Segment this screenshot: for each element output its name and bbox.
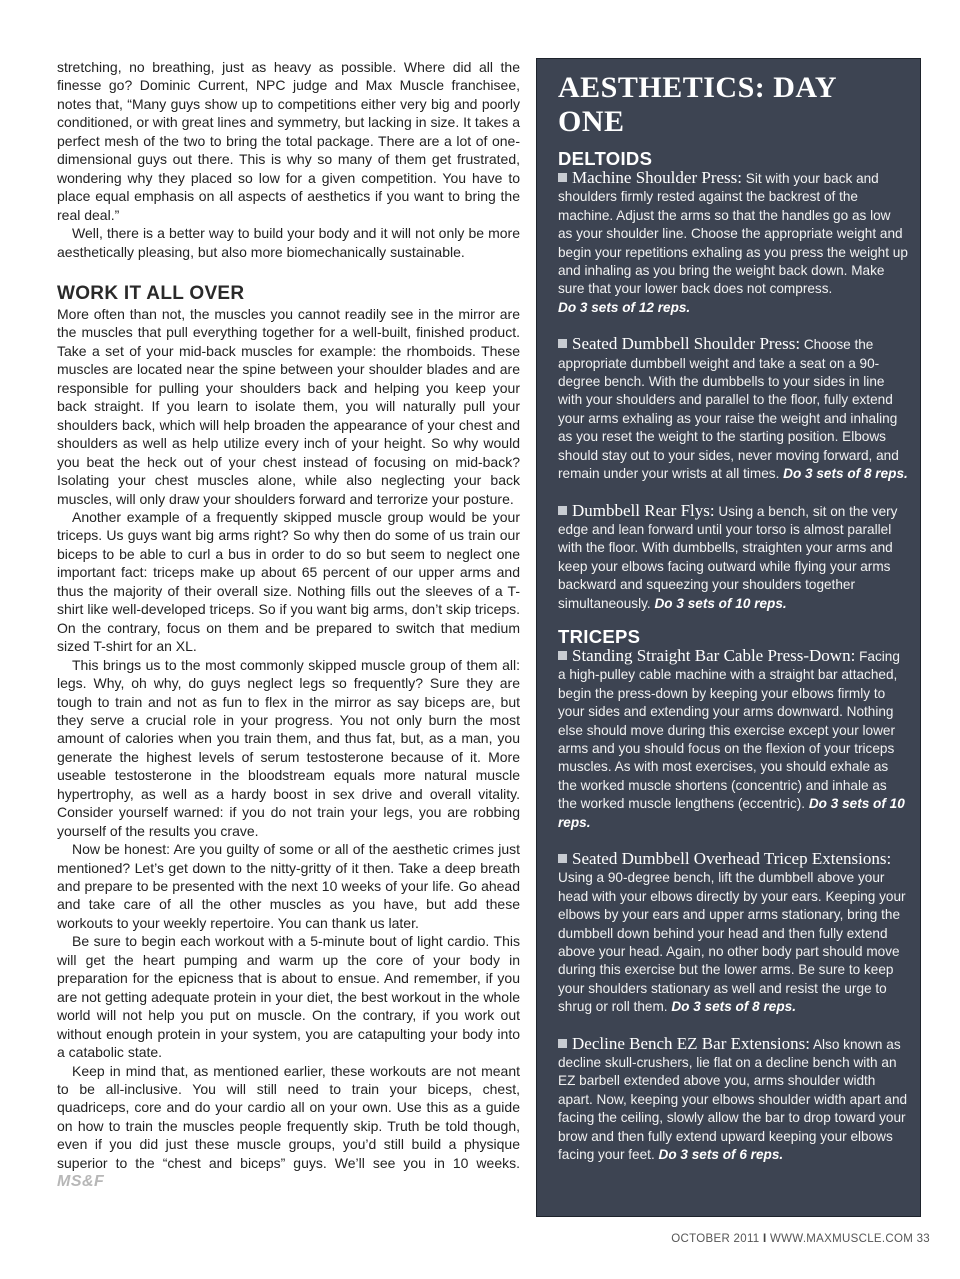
square-bullet-icon <box>558 854 567 863</box>
exercise-title: Seated Dumbbell Shoulder Press: <box>572 334 801 354</box>
website-url: WWW.MAXMUSCLE.COM <box>769 1233 914 1245</box>
exercise-description: Using a bench, sit on the very edge and lean forward until your torso is almost parallel with the floor. With dumbbells, straighten your arms and keep your elbows facing outward while flying your arms backward and squeezing your shoulders together simultaneously. <box>558 503 898 611</box>
paragraph-8-text: Keep in mind that, as mentioned earlier, these workouts are not meant to be all-inclusive. You will still need to train your biceps, chest, quadriceps, core and do your cardio all on your own. Use this as a guide on how to train the muscles people frequently skip. Truth be told though, even if you did just these muscle groups, you’d still build a physique superior to the “chest and biceps” guys. We’ll see you in 10 weeks. <box>57 1062 520 1171</box>
exercise-sets: Do 3 sets of 10 reps. <box>654 595 787 611</box>
exercise-dumbbell-rear-flys <box>558 502 908 613</box>
issue-date: OCTOBER 2011 <box>671 1233 760 1245</box>
page-footer <box>600 1233 930 1245</box>
exercise-sets: Do 3 sets of 8 reps. <box>671 999 796 1015</box>
paragraph-8 <box>57 1062 520 1192</box>
exercise-title: Standing Straight Bar Cable Press-Down: <box>572 645 856 665</box>
exercise-sets: Do 3 sets of 10 reps. <box>558 796 905 830</box>
article-body <box>57 58 520 1192</box>
exercise-sets: Do 3 sets of 6 reps. <box>658 1147 784 1163</box>
exercise-description: Facing a high-pulley cable machine with a straight bar attached, begin the press-down by keeping your elbows firmly to your sides and extending your arms downward. Nothing else should move during this exercise except your lower arms and you should focus on the flexion of your triceps muscles. As with most exercises, you should exhale as the worked muscle shortens (concentric) and inhale as the worked muscle lengthens (eccentric). <box>558 648 900 812</box>
exercise-sets: Do 3 sets of 8 reps. <box>783 466 908 482</box>
paragraph-3: More often than not, the muscles you cannot readily see in the mirror are the muscles that pull everything together for a well-built, finished product. Take a set of your mid-back muscles for example: the rhomboids. These muscles are located near the spine between your shoulder blades and are responsible for pulling your shoulders back and helping you keep your back straight. If you learn to isolate them, you will naturally pull your shoulders back, which will help broaden the appearance of your chest and shoulders as well as help utilize every inch of your height. So why would you beat the heck out of your chest instead of focusing on mid-back? Isolating your chest muscles alone, while also neglecting your back muscles, will only draw your shoulders forward and terrorize your posture. <box>57 305 520 507</box>
exercise-title: Decline Bench EZ Bar Extensions: <box>572 1033 810 1053</box>
paragraph-1: stretching, no breathing, just as heavy as possible. Where did all the finesse go? Dominic Current, NPC judge and Max Muscle franchisee, notes that, “Many guys show up to competitions either very big and poorly conditioned, or with great lines and symmetry, but lacking in size. It takes a perfect mesh of the two to bring the total package. There are a lot of one-dimensional guys out there. This is why so many of them get frustrated, wondering why they placed so low for a given competition. You have to place equal emphasis on all aspects of aesthetics if you want to bring the real deal.” <box>57 59 520 223</box>
square-bullet-icon <box>558 173 567 182</box>
paragraph-4: Another example of a frequently skipped muscle group would be your triceps. Us guys want big arms right? So why then do some of us train our biceps to be able to curl a bus in order to do so but seem to neglect one important fact: triceps make up about 65 percent of our upper arms and thus the majority of their overall size. Nothing fills out the sleeves of a T-shirt like well-developed triceps. So if you want big arms, don’t skip triceps. On the contrary, focus on them and be prepared to switch that medium sized T-shirt for an XL. <box>57 508 520 655</box>
exercise-description: Sit with your back and shoulders firmly rested against the backrest of the machine. Adjust the arms so that the handles go as low as your shoulder line. Choose the appropriate weight and begin your repetitions exhaling as you press the weight up and inhaling as you bring the weight back down. Make sure that your lower back does not compress. <box>558 171 908 297</box>
workout-sidebar <box>536 58 921 1217</box>
sidebar-content <box>558 71 908 1165</box>
exercise-sets: Do 3 sets of 12 reps. <box>558 299 691 315</box>
square-bullet-icon <box>558 651 567 660</box>
footer-separator: I <box>762 1233 767 1245</box>
paragraph-2: Well, there is a better way to build your body and it will not only be more aesthetically pleasing, but also more biomechanically sustainable. <box>57 225 520 260</box>
exercise-description: Using a 90-degree bench, lift the dumbbell above your head with your elbows directly by your ears. Keeping your elbows by your ears and upper arms stationary, bring the dumbbell down behind your head and then fully extend above your head. Again, no other body part should move during this exercise but the lower arms. Be sure to keep your shoulders stationary as well and resist the urge to shrug or roll them. <box>558 870 906 1015</box>
exercise-description: Choose the appropriate dumbbell weight and take a seat on a 90-degree bench. With the dumbbells to your sides in line with your shoulders and parallel to the floor, fully extend your arms exhaling as your raise the weight and inhaling as you reset the weight to the starting position. Elbows should stay out to your sides, never moving forward, and remain under your wrists at all times. <box>558 337 899 482</box>
paragraph-5: This brings us to the most commonly skipped muscle group of them all: legs. Why, oh why, do guys neglect legs so frequently? Sure they are tough to train and not as fun to flex in the mirror as say biceps are, but they serve a crucial role in your progress. You not only burn the most amount of calories when you train them, and thus fat, but, as a man, you generate the highest levels of serum testosterone because of it. More useable testosterone in the bloodstream equals more natural muscle hypertrophy, as well as a hardy boost in sex drive and overall vitality. Consider yourself warned: if you do not train your legs, you are robbing yourself of the results you crave. <box>57 656 520 839</box>
triceps-heading: TRICEPS <box>558 625 641 647</box>
square-bullet-icon <box>558 506 567 515</box>
exercise-seated-dumbbell-shoulder-press <box>558 335 908 483</box>
msf-signoff-logo: MS&F <box>57 1173 105 1191</box>
exercise-decline-ez-bar-extensions <box>558 1035 908 1165</box>
deltoids-heading: DELTOIDS <box>558 148 653 169</box>
paragraph-6: Now be honest: Are you guilty of some or all of the aesthetic crimes just mentioned? Let’s get down to the nitty-gritty of it then. Take a deep breath and prepare to be presented with the next 10 weeks of your life. Go ahead and take care of all the other muscles as you have, but add these workouts to your weekly repertoire. You can thank us later. <box>57 841 520 931</box>
sidebar-title: AESTHETICS: DAY ONE <box>558 71 836 138</box>
exercise-title: Machine Shoulder Press: <box>572 168 742 187</box>
page-number: 33 <box>916 1233 930 1245</box>
exercise-title: Dumbbell Rear Flys: <box>572 500 715 520</box>
square-bullet-icon <box>558 1039 567 1048</box>
exercise-overhead-tricep-extensions <box>558 850 908 1017</box>
exercise-title: Seated Dumbbell Overhead Tricep Extensions: <box>572 849 892 868</box>
exercise-description: Also known as decline skull-crushers, lie flat on a decline bench with an EZ barbell extended above you, arms shoulder width apart. Now, keeping your elbows shoulder width apart and facing the ceiling, slowly allow the bar to drop toward your brow and then fully extend upward keeping your elbows facing your feet. <box>558 1036 908 1163</box>
section-heading: WORK IT ALL OVER <box>57 282 245 304</box>
paragraph-7: Be sure to begin each workout with a 5-minute bout of light cardio. This will get the heart pumping and warm up the core of your body in preparation for the epicness that is about to ensue. And remember, if you are not getting adequate protein in your diet, the best workout in the whole world will not help you put on muscle. On the contrary, if you work out without enough protein in your system, you are catapulting your body into a catabolic state. <box>57 933 520 1061</box>
exercise-machine-shoulder-press <box>558 169 908 317</box>
exercise-cable-press-down <box>558 647 908 832</box>
square-bullet-icon <box>558 339 567 348</box>
